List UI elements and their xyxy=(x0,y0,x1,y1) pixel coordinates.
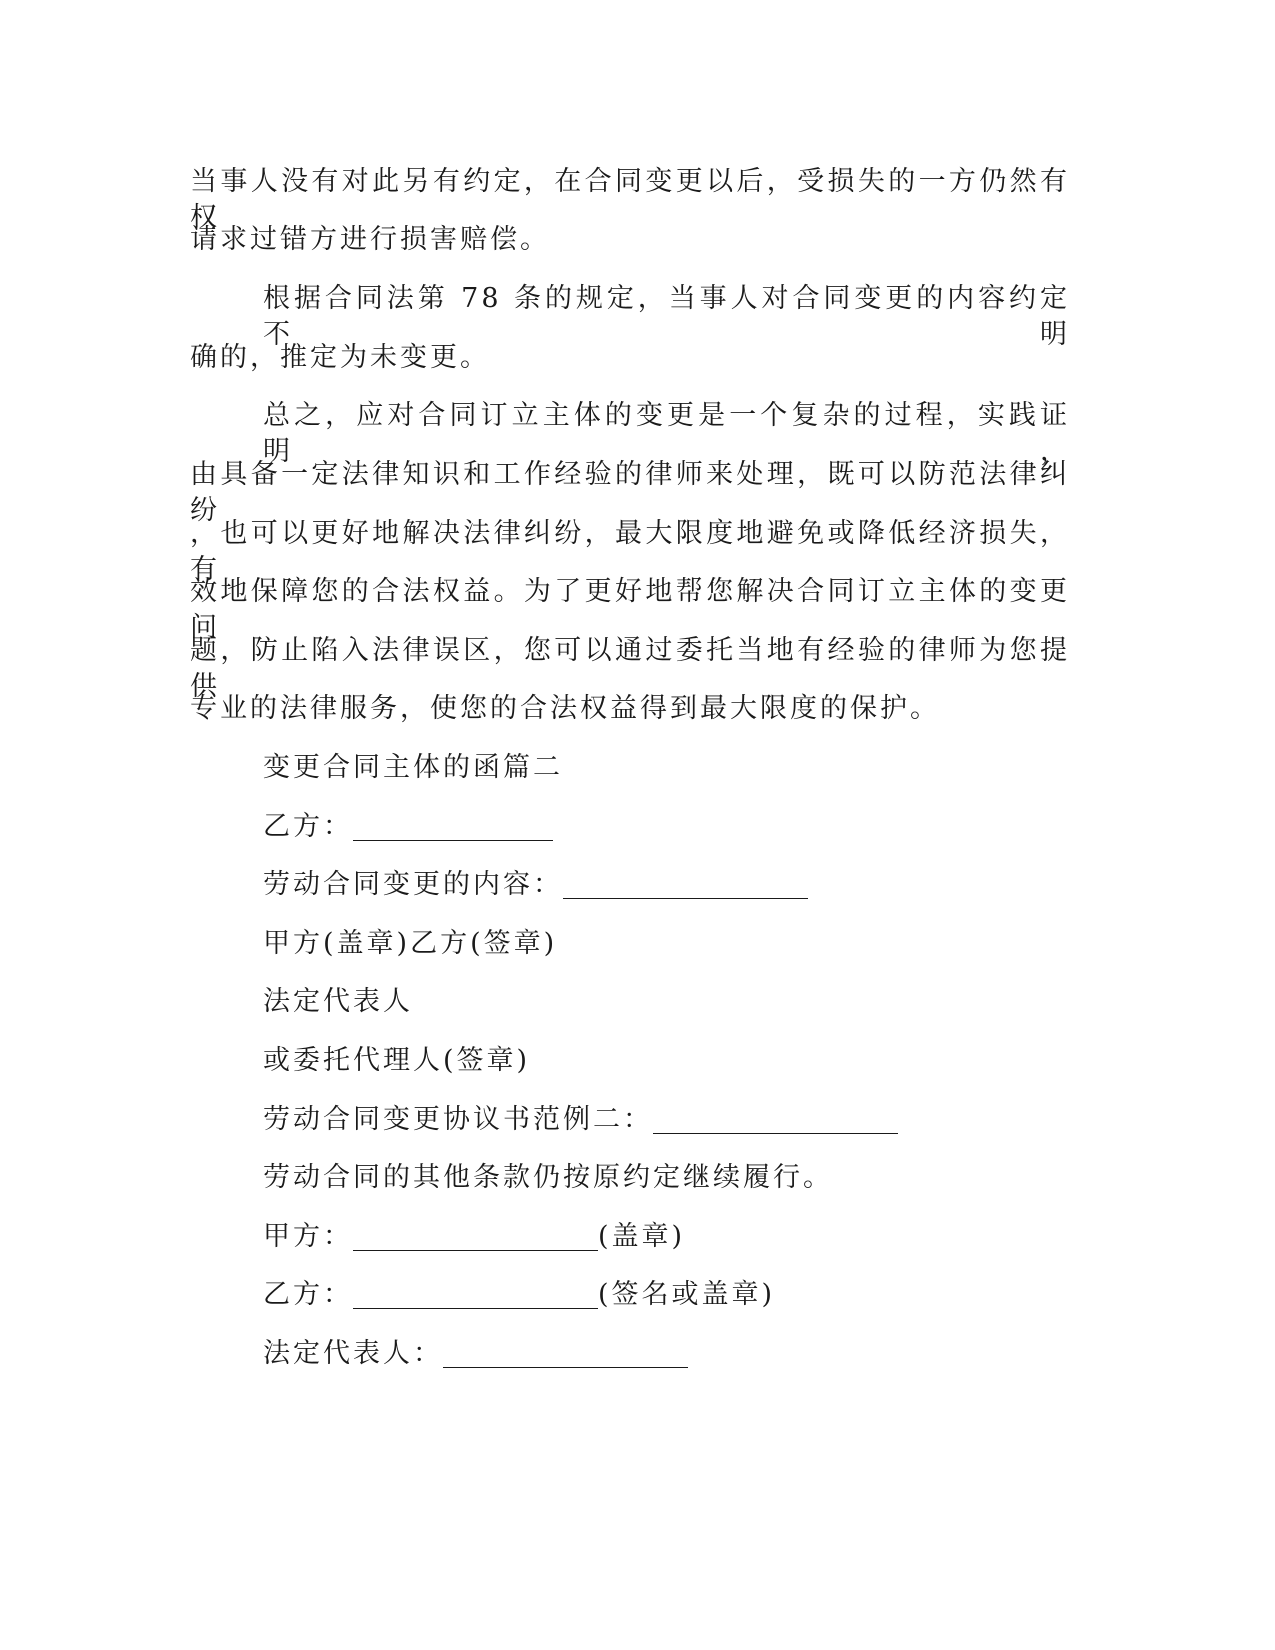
field-label: 乙方： xyxy=(263,1279,353,1310)
field-suffix: (盖章) xyxy=(598,1221,686,1252)
paragraph-line: 请求过错方进行损害赔偿。 xyxy=(190,224,550,255)
paragraph-line: 题，防止陷入法律误区，您可以通过委托当地有经验的律师为您提供 xyxy=(190,635,1070,702)
change-content-blank[interactable] xyxy=(563,870,808,899)
example-blank[interactable] xyxy=(653,1105,898,1134)
form-row-party-b-sign xyxy=(263,1277,1143,1313)
party-a-blank[interactable] xyxy=(353,1222,598,1251)
paragraph-line: 总之，应对合同订立主体的变更是一个复杂的过程，实践证明， xyxy=(263,400,1070,467)
paragraph-line: ，也可以更好地解决法律纠纷，最大限度地避免或降低经济损失，有 xyxy=(190,518,1070,585)
paragraph-line: 专业的法律服务，使您的合法权益得到最大限度的保护。 xyxy=(190,693,940,724)
legal-rep-blank[interactable] xyxy=(443,1339,688,1368)
other-terms-line: 劳动合同的其他条款仍按原约定继续履行。 xyxy=(263,1162,833,1193)
legal-rep-line: 法定代表人 xyxy=(263,986,413,1017)
paragraph-line: 当事人没有对此另有约定，在合同变更以后，受损失的一方仍然有权 xyxy=(190,166,1070,233)
agent-sign-line: 或委托代理人(签章) xyxy=(263,1045,531,1076)
paragraph-line: 由具备一定法律知识和工作经验的律师来处理，既可以防范法律纠纷 xyxy=(190,459,1070,526)
field-label: 甲方： xyxy=(263,1221,353,1252)
paragraph-line: 根据合同法第 78 条的规定，当事人对合同变更的内容约定不明 xyxy=(263,283,1070,350)
section-heading: 变更合同主体的函篇二 xyxy=(263,752,563,783)
field-suffix: (签名或盖章) xyxy=(598,1279,776,1310)
field-label: 乙方： xyxy=(263,811,353,842)
paragraph-line: 确的，推定为未变更。 xyxy=(190,342,490,373)
field-label: 劳动合同变更的内容： xyxy=(263,869,563,900)
form-row-party-b xyxy=(263,809,1143,845)
form-row-party-a xyxy=(263,1219,1143,1255)
field-label: 法定代表人： xyxy=(263,1338,443,1369)
paragraph-line: 效地保障您的合法权益。为了更好地帮您解决合同订立主体的变更问 xyxy=(190,576,1070,643)
party-b-blank[interactable] xyxy=(353,812,553,841)
party-b-sign-blank[interactable] xyxy=(353,1280,598,1309)
form-row-legal-rep xyxy=(263,1336,1143,1372)
field-label: 劳动合同变更协议书范例二： xyxy=(263,1104,653,1135)
seal-line: 甲方(盖章)乙方(签章) xyxy=(263,928,558,959)
form-row-change-content xyxy=(263,867,1143,903)
form-row-example xyxy=(263,1102,1143,1138)
